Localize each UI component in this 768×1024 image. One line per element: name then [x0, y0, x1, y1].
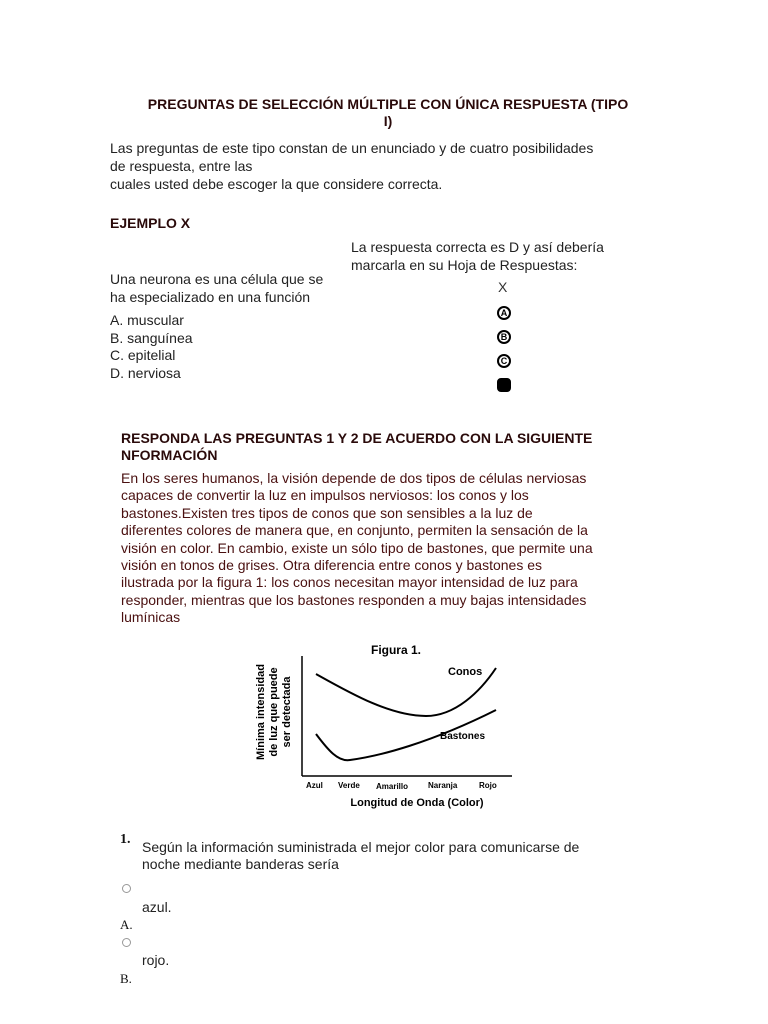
- section-line: bastones.Existen tres tipos de conos que son sensibles a la luz de: [121, 504, 533, 521]
- option-a-text: azul.: [142, 899, 172, 915]
- example-question: Una neurona es una célula que se ha especializado en una función: [110, 271, 324, 305]
- section-body: [121, 470, 666, 627]
- figure-1: [250, 638, 520, 814]
- section-line: visión en tonos de grises. Otra diferencia entre conos y bastones es: [121, 557, 543, 574]
- series-label-conos: Conos: [448, 666, 483, 678]
- answer-bubble-d-filled: D: [497, 378, 511, 392]
- figure-ylabel: [255, 664, 293, 760]
- option-a-letter: A.: [120, 917, 133, 932]
- option-b-text: rojo.: [142, 952, 170, 968]
- option-a-radio[interactable]: [122, 884, 131, 893]
- example-option: C. epitelial: [110, 347, 176, 363]
- intro-line: cuales usted debe escoger la que considere correcta.: [110, 176, 443, 192]
- intro-line: Las preguntas de este tipo constan de un enunciado y de cuatro posibilidades: [110, 140, 594, 156]
- svg-text:de luz que puede: de luz que puede: [268, 667, 280, 757]
- example-options: [110, 312, 193, 382]
- answer-bubble-a: A: [497, 306, 511, 320]
- answer-bubble-b: B: [497, 330, 511, 344]
- section-line: responder, mientras que los bastones responden a muy bajas intensidades: [121, 591, 587, 608]
- svg-text:ser detectada: ser detectada: [281, 676, 293, 748]
- tick-label: Verde: [338, 781, 360, 790]
- figure-x-ticks: [306, 781, 497, 791]
- option-b-radio[interactable]: [122, 938, 131, 947]
- page-title: PREGUNTAS DE SELECCIÓN MÚLTIPLE CON ÚNICA RESPUESTA (TIPO I): [147, 96, 629, 129]
- answer-mark-header: X: [498, 279, 508, 295]
- example-heading: EJEMPLO X: [110, 215, 191, 231]
- section-heading: RESPONDA LAS PREGUNTAS 1 Y 2 DE ACUERDO CON LA SIGUIENTE NFORMACIÓN: [121, 430, 593, 463]
- option-b-letter: B.: [120, 971, 132, 986]
- tick-label: Rojo: [479, 781, 497, 790]
- section-line: En los seres humanos, la visión depende de dos tipos de células nerviosas: [121, 470, 587, 486]
- answer-bubble-c: C: [497, 354, 511, 368]
- question-number: 1.: [120, 832, 131, 847]
- example-answer-note: La respuesta correcta es D y así debería marcarla en su Hoja de Respuestas:: [351, 239, 604, 273]
- example-option: D. nerviosa: [110, 364, 181, 381]
- tick-label: Amarillo: [376, 782, 409, 791]
- figure-xlabel: Longitud de Onda (Color): [350, 797, 484, 809]
- example-option: B. sanguínea: [110, 329, 193, 346]
- series-label-bastones: Bastones: [440, 731, 486, 742]
- section-line: diferentes colores de manera que, en conjunto, permiten la sensación de la: [121, 522, 588, 539]
- question-text: Según la información suministrada el mejor color para comunicarse de noche mediante banderas sería: [142, 839, 580, 873]
- svg-text:Mínima intensidad: Mínima intensidad: [255, 664, 267, 760]
- intro-line: de respuesta, entre las: [110, 158, 253, 174]
- section-line: ilustrada por la figura 1: los conos necesitan mayor intensidad de luz para: [121, 574, 578, 591]
- example-option: A. muscular: [110, 312, 184, 328]
- tick-label: Azul: [306, 781, 323, 790]
- figure-title: Figura 1.: [370, 643, 422, 657]
- intro-paragraph: [110, 139, 670, 193]
- tick-label: Naranja: [428, 781, 458, 790]
- section-line: visión en color. En cambio, existe un sólo tipo de bastones, que permite una: [121, 539, 593, 556]
- section-line: lumínicas: [121, 609, 181, 626]
- section-line: capaces de convertir la luz en impulsos nerviosos: los conos y los: [121, 487, 529, 504]
